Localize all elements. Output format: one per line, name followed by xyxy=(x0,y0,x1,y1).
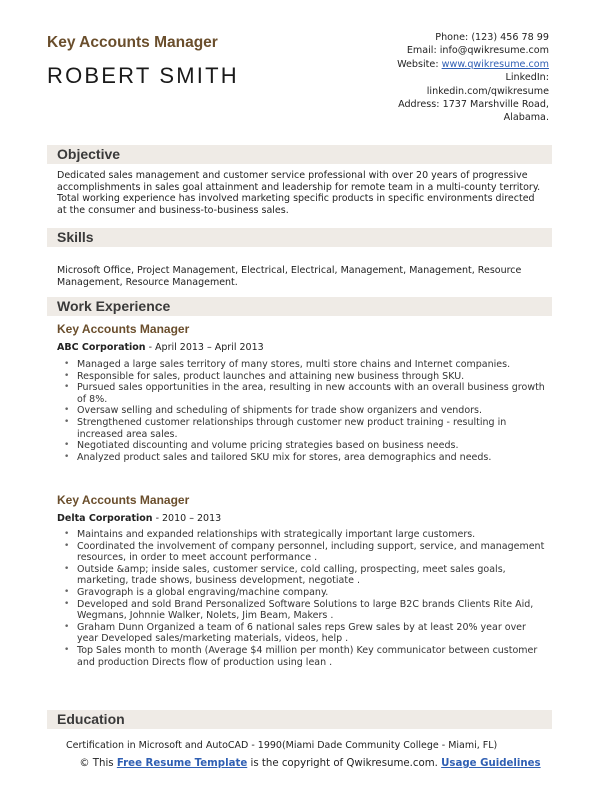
list-item: • Top Sales month to month (Average $4 million per month) Key communicator between customer and production Directs flow of production using lean . xyxy=(57,645,547,668)
education-text: Certification in Microsoft and AutoCAD - 1990(Miami Dade Community College - Miami, FL) xyxy=(66,740,498,751)
objective-text: Dedicated sales management and customer service professional with over 20 years of progressive accomplishments in sales goal attainment and leadership for remote team in a multi-county territory. Total working experience has involved marketing specific products in specific environments directed at the consumer and business-to-business sales. xyxy=(57,170,541,216)
list-item: • Graham Dunn Organized a team of 6 national sales reps Grew sales by at least 20% year over year Developed sales/marketing materials, videos, help . xyxy=(57,622,547,645)
section-title-objective: Objective xyxy=(57,146,121,162)
job-bullets xyxy=(57,529,547,668)
footer-copyright: © This Free Resume Template is the copyright of Qwikresume.com. Usage Guidelines xyxy=(79,758,541,769)
list-item: • Strengthened customer relationships through customer new product training - resulting in increased area sales. xyxy=(57,417,547,440)
list-item: • Developed and sold Brand Personalized Software Solutions to large B2C brands Clients Rite Aid, Wegmans, Johnnie Walker, Nolets, Jim Beam, Makers . xyxy=(57,599,547,622)
job-company-line xyxy=(57,342,264,353)
contact-website: Website: www.qwikresume.com xyxy=(397,58,549,70)
list-item: • Maintains and expanded relationships with strategically important large customers. xyxy=(57,529,547,541)
section-skills xyxy=(47,228,552,247)
list-item: • Pursued sales opportunities in the area, resulting in new accounts with an overall business growth of 8%. xyxy=(57,382,547,405)
contact-linkedin-label: LinkedIn: xyxy=(505,72,549,84)
list-item: • Analyzed product sales and tailored SKU mix for stores, area demographics and needs. xyxy=(57,452,547,464)
contact-phone: Phone: (123) 456 78 99 xyxy=(435,32,549,43)
contact-email: Email: info@qwikresume.com xyxy=(406,45,549,57)
job-title: Key Accounts Manager xyxy=(57,493,190,507)
skills-text: Microsoft Office, Project Management, Electrical, Electrical, Management, Management, Resource Management, Resource Management. xyxy=(57,265,522,288)
section-title-skills: Skills xyxy=(57,229,94,245)
section-work-experience xyxy=(47,297,552,316)
contact-block xyxy=(319,31,549,125)
candidate-name: ROBERT SMITH xyxy=(47,63,239,88)
job-dates: - 2010 – 2013 xyxy=(152,513,222,524)
section-title-education: Education xyxy=(57,711,125,727)
contact-address-line2: Alabama. xyxy=(503,112,549,124)
free-resume-template-link[interactable]: Free Resume Template xyxy=(116,758,248,769)
list-item: • Negotiated discounting and volume pricing strategies based on business needs. xyxy=(57,440,547,452)
job-company: Delta Corporation xyxy=(57,513,153,524)
job-company: ABC Corporation xyxy=(57,342,146,353)
contact-address: Address: 1737 Marshville Road, xyxy=(398,99,549,111)
job-dates: - April 2013 – April 2013 xyxy=(145,342,264,353)
list-item: • Oversaw selling and scheduling of shipments for trade show organizers and vendors. xyxy=(57,405,547,417)
job-company-line xyxy=(57,513,221,524)
job-bullets xyxy=(57,359,547,463)
header-job-title: Key Accounts Manager xyxy=(47,34,218,51)
section-title-work: Work Experience xyxy=(57,298,171,314)
list-item: • Coordinated the involvement of company personnel, including support, service, and management resources, in order to meet account performance . xyxy=(57,541,547,564)
website-link[interactable]: www.qwikresume.com xyxy=(441,58,549,70)
usage-guidelines-link[interactable]: Usage Guidelines xyxy=(441,758,541,769)
section-education xyxy=(47,710,552,729)
list-item: • Managed a large sales territory of many stores, multi store chains and Internet companies. xyxy=(57,359,547,371)
contact-linkedin: linkedin.com/qwikresume xyxy=(426,85,549,97)
job-title: Key Accounts Manager xyxy=(57,322,190,336)
list-item: • Gravograph is a global engraving/machine company. xyxy=(57,587,547,599)
list-item: • Outside &amp; inside sales, customer service, cold calling, prospecting, meet sales goals, marketing, trade shows, business development, negotiate . xyxy=(57,564,547,587)
list-item: • Responsible for sales, product launches and attaining new business through SKU. xyxy=(57,371,547,383)
section-objective xyxy=(47,145,552,164)
